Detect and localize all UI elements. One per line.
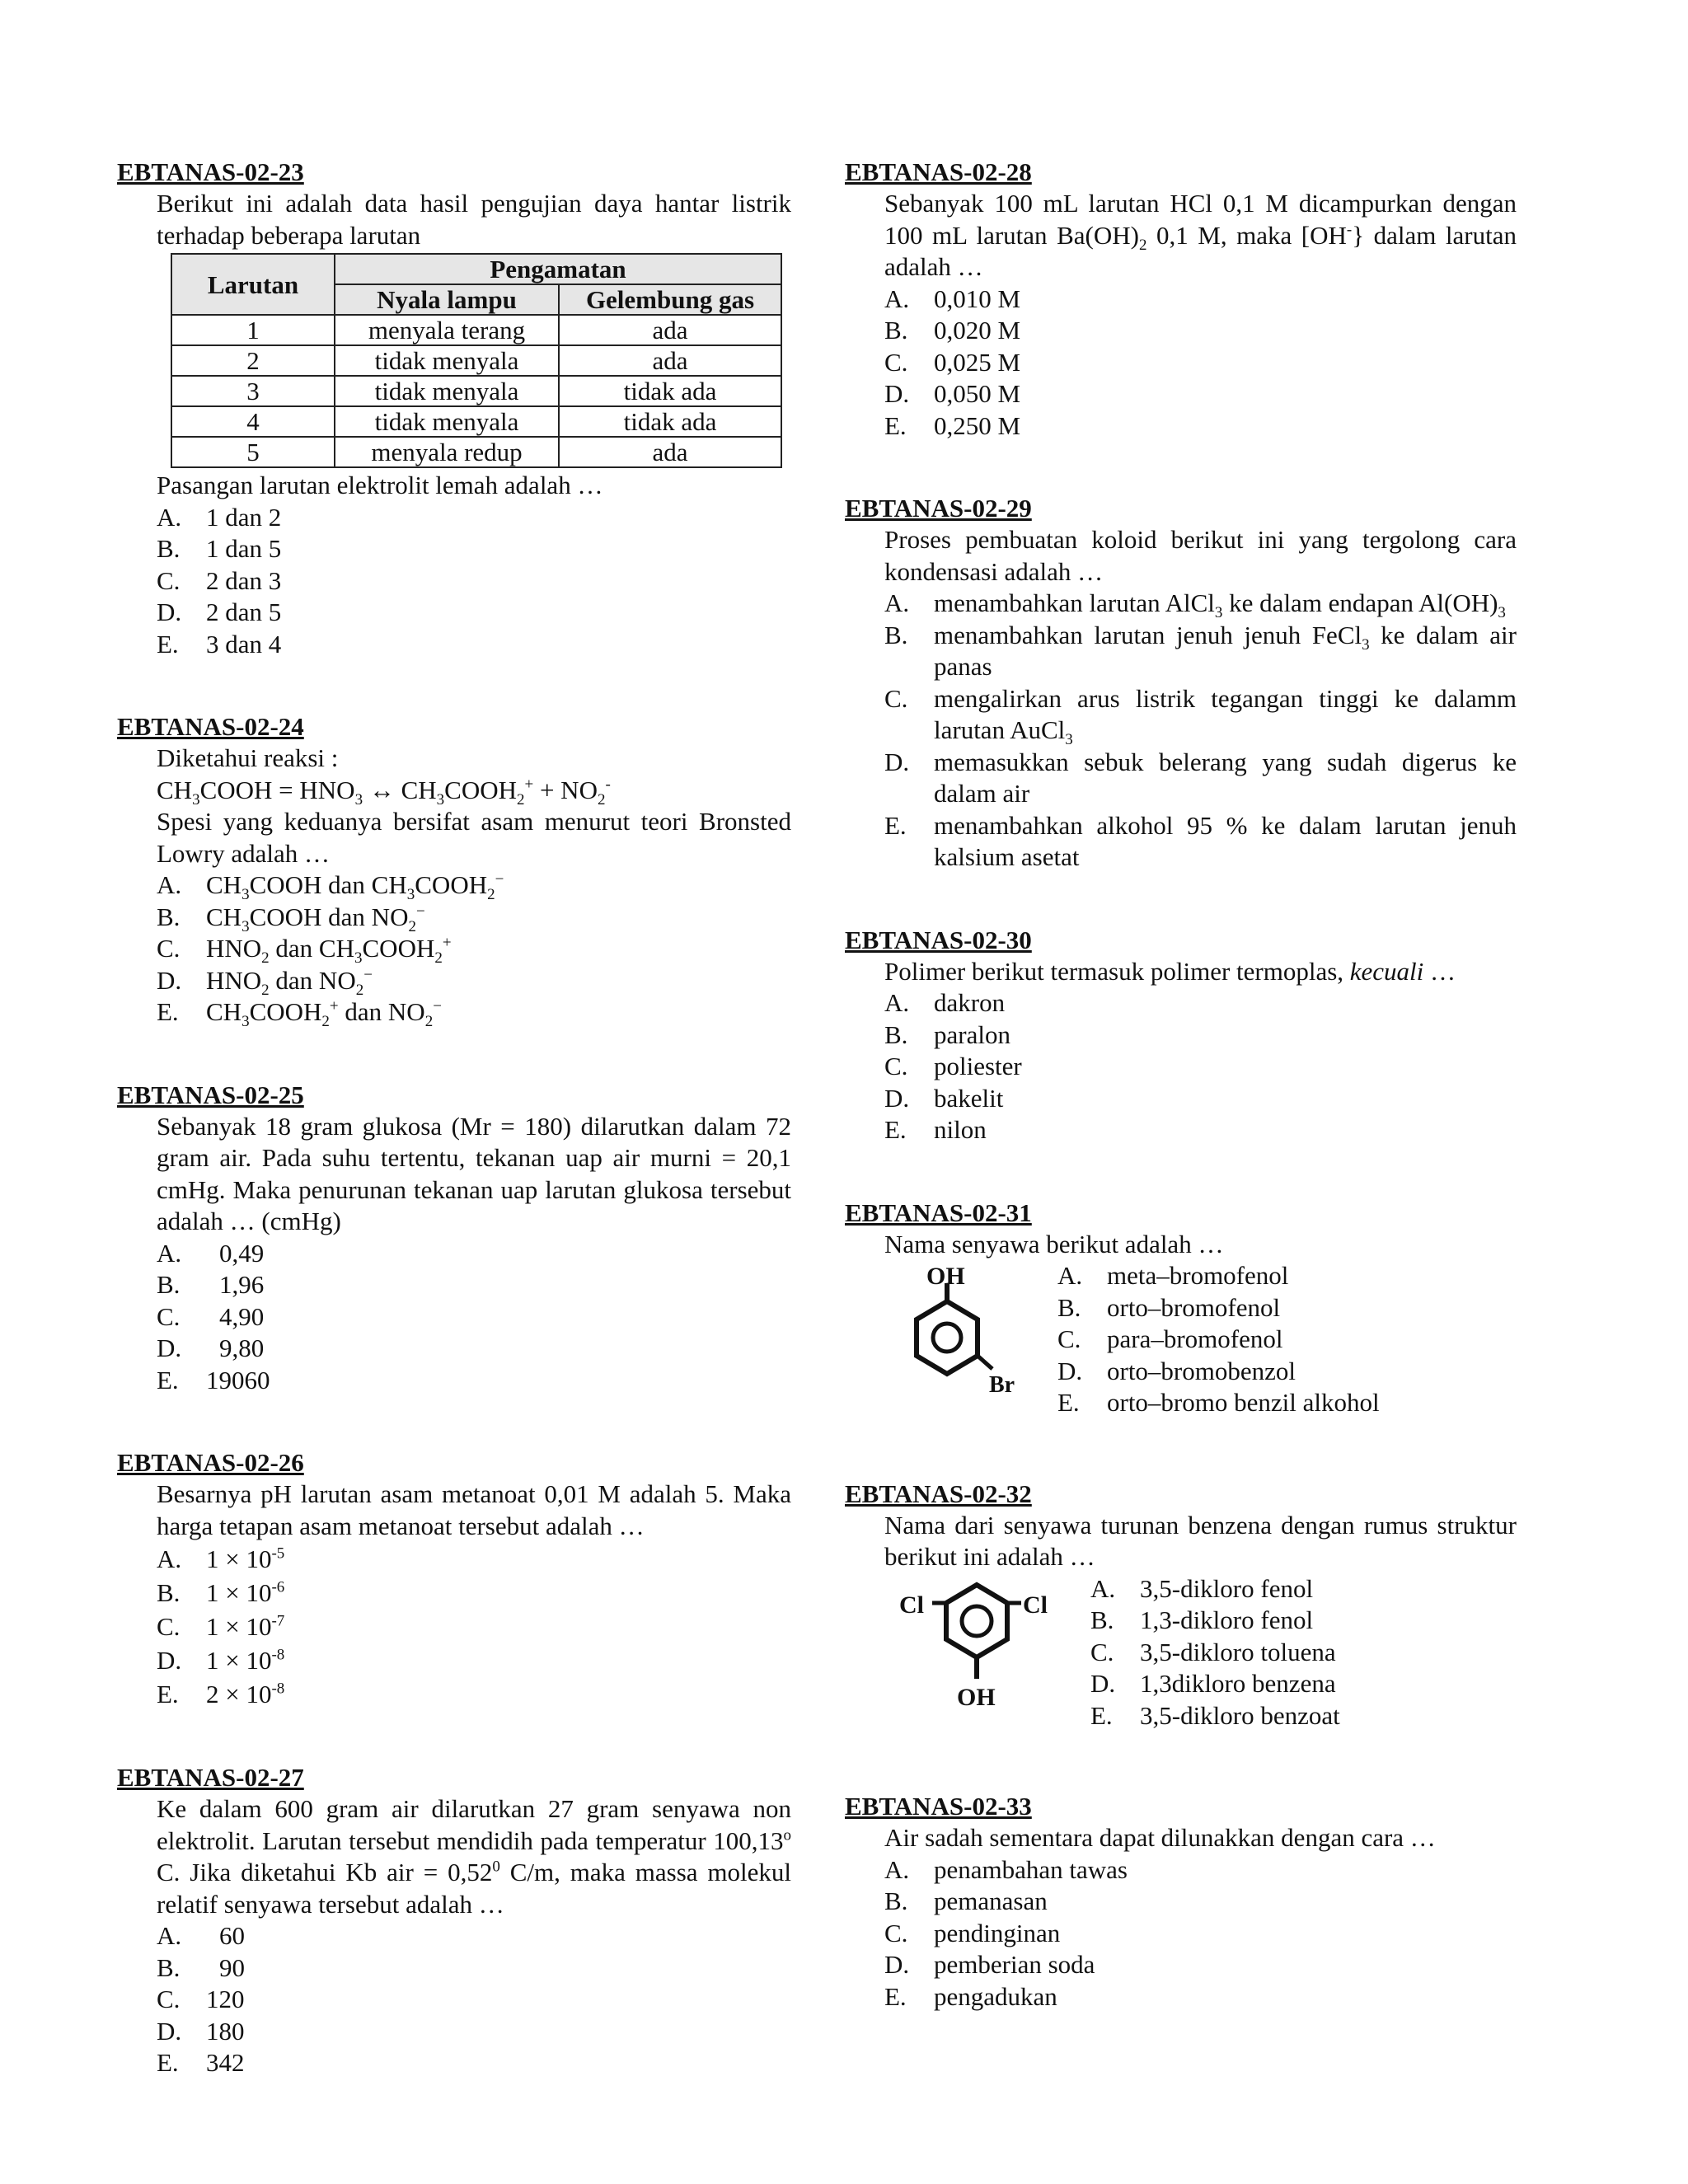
question-24 bbox=[117, 711, 791, 1029]
option-d[interactable]: D. 180 bbox=[157, 2016, 245, 2046]
bromophenol-structure bbox=[884, 1260, 1057, 1418]
options-list bbox=[157, 869, 791, 1029]
table-cell: tidak ada bbox=[559, 376, 781, 406]
option-c[interactable]: C. 4,90 bbox=[157, 1301, 265, 1331]
question-title: EBTANAS-02-30 bbox=[845, 925, 1032, 954]
question-title: EBTANAS-02-28 bbox=[845, 157, 1032, 186]
option-a[interactable]: A. meta–bromofenol bbox=[1057, 1261, 1289, 1290]
option-a[interactable]: A. 1 dan 2 bbox=[157, 502, 282, 532]
question-stem: Sebanyak 18 gram glukosa (Mr = 180) dilarutkan dalam 72 gram air. Pada suhu tertentu, tekanan uap air murni = 20,1 cmHg. Maka penurunan tekanan uap larutan glukosa tersebut adalah … (cmHg) bbox=[157, 1111, 791, 1235]
option-c[interactable]: C. pendinginan bbox=[884, 1918, 1061, 1947]
table-cell: ada bbox=[559, 315, 781, 345]
option-e[interactable]: E. $2 \times 10^{-8}$ bbox=[157, 1680, 285, 1708]
option-a[interactable]: A. 60 bbox=[157, 1921, 245, 1950]
question-stem: Sebanyak 100 mL larutan HCl 0,1 M dicampurkan dengan 100 mL larutan $Ba(OH)_2$ 0,1 M, maka [OH-} dalam larutan adalah … bbox=[884, 189, 1517, 281]
option-b[interactable]: B. 1,96 bbox=[157, 1270, 265, 1299]
option-a[interactable]: A. $1 \times 10^{-5}$ bbox=[157, 1544, 285, 1573]
table-cell: menyala terang bbox=[335, 315, 559, 345]
question-title: EBTANAS-02-33 bbox=[845, 1792, 1032, 1821]
table-cell: 1 bbox=[171, 315, 335, 345]
question-30 bbox=[845, 925, 1517, 1146]
table-cell: tidak menyala bbox=[335, 376, 559, 406]
question-stem: Nama dari senyawa turunan benzena dengan rumus struktur berikut ini adalah … bbox=[884, 1510, 1517, 1571]
option-c[interactable]: C. $HNO_2$ dan $CH_3COOH_2^+$ bbox=[157, 934, 452, 968]
oh-label: OH bbox=[957, 1683, 996, 1711]
option-a[interactable]: A. 0,49 bbox=[157, 1238, 265, 1268]
options-list bbox=[884, 284, 1517, 443]
question-title: EBTANAS-02-23 bbox=[117, 157, 304, 186]
table-cell: tidak menyala bbox=[335, 345, 559, 376]
question-27 bbox=[117, 1762, 791, 2079]
question-prompt: Pasangan larutan elektrolit lemah adalah … bbox=[157, 471, 603, 499]
options-list bbox=[157, 1920, 791, 2079]
table-header-larutan: Larutan bbox=[171, 254, 335, 315]
option-b[interactable]: B. pemanasan bbox=[884, 1886, 1048, 1915]
option-d[interactable]: D. orto–bromobenzol bbox=[1057, 1356, 1296, 1385]
question-title: EBTANAS-02-31 bbox=[845, 1197, 1032, 1227]
question-title: EBTANAS-02-27 bbox=[117, 1763, 304, 1792]
question-33 bbox=[845, 1791, 1517, 2013]
question-23 bbox=[117, 157, 791, 660]
question-stem: Besarnya pH larutan asam metanoat 0,01 M adalah 5. Maka harga tetapan asam metanoat tersebut adalah … bbox=[157, 1479, 791, 1540]
option-b[interactable]: B. paralon bbox=[884, 1019, 1010, 1049]
left-column bbox=[117, 157, 791, 2130]
question-31 bbox=[845, 1197, 1517, 1419]
observation-table bbox=[171, 253, 782, 468]
option-a[interactable]: A. 0,010 M bbox=[884, 284, 1021, 313]
table-cell: ada bbox=[559, 345, 781, 376]
question-stem: Nama senyawa berikut adalah … bbox=[884, 1229, 1224, 1258]
table-cell: ada bbox=[559, 437, 781, 467]
table-header-gelembung: Gelembung gas bbox=[559, 284, 781, 315]
table-header-nyala: Nyala lampu bbox=[335, 284, 559, 315]
option-a[interactable]: A. $CH_3COOH$ dan $CH_3COOH_2^-$ bbox=[157, 870, 504, 904]
options-list bbox=[1090, 1573, 1340, 1732]
option-a[interactable]: A. penambahan tawas bbox=[884, 1854, 1128, 1884]
option-a[interactable]: A. menambahkan larutan AlCl$_3$ ke dalam endapan $Al(OH)_3$ bbox=[884, 588, 1506, 622]
option-d[interactable]: D. 9,80 bbox=[157, 1333, 265, 1362]
option-e[interactable]: E. 3 dan 4 bbox=[157, 629, 282, 658]
table-row bbox=[171, 376, 781, 406]
option-c[interactable]: C. $1 \times 10^{-7}$ bbox=[157, 1612, 285, 1641]
option-e[interactable]: E. 3,5-dikloro benzoat bbox=[1090, 1700, 1340, 1730]
table-row bbox=[171, 437, 781, 467]
question-title: EBTANAS-02-24 bbox=[117, 712, 304, 741]
option-e[interactable]: E. nilon bbox=[884, 1115, 987, 1144]
table-cell: 4 bbox=[171, 406, 335, 437]
question-stem: Berikut ini adalah data hasil pengujian daya hantar listrik terhadap beberapa larutan bbox=[157, 189, 791, 250]
question-25 bbox=[117, 1080, 791, 1397]
question-32 bbox=[845, 1479, 1517, 1732]
option-e[interactable]: E. pengadukan bbox=[884, 1981, 1057, 2011]
option-a[interactable]: A. dakron bbox=[884, 988, 1006, 1017]
option-d[interactable]: D. $1 \times 10^{-8}$ bbox=[157, 1646, 285, 1675]
question-stem: Polimer berikut termasuk polimer termoplas, kecuali … bbox=[884, 956, 1456, 986]
option-b[interactable]: B. 1,3-dikloro fenol bbox=[1090, 1605, 1314, 1634]
option-b[interactable]: B. $1 \times 10^{-6}$ bbox=[157, 1578, 285, 1607]
table-cell: tidak menyala bbox=[335, 406, 559, 437]
option-b[interactable]: B. 90 bbox=[157, 1952, 245, 1982]
question-stem: Proses pembuatan koloid berikut ini yang tergolong cara kondensasi adalah … bbox=[884, 525, 1517, 586]
question-title: EBTANAS-02-25 bbox=[117, 1080, 304, 1109]
options-list bbox=[157, 1238, 791, 1397]
question-28 bbox=[845, 157, 1517, 442]
options-list bbox=[157, 1542, 791, 1711]
option-d[interactable]: D. 1,3dikloro benzena bbox=[1090, 1669, 1336, 1698]
reaction-equation: $CH_3COOH = HNO_3$ ↔ $CH_3COOH_2^+ + NO_2^-$ bbox=[157, 775, 611, 808]
option-e[interactable]: E. 19060 bbox=[157, 1365, 270, 1394]
option-c[interactable]: C. para–bromofenol bbox=[1057, 1324, 1283, 1353]
dichlorophenol-structure bbox=[884, 1573, 1090, 1732]
question-26 bbox=[117, 1447, 791, 1711]
structure-row bbox=[884, 1573, 1517, 1732]
option-c[interactable]: C. 2 dan 3 bbox=[157, 565, 282, 595]
option-b[interactable]: B. $CH_3COOH$ dan $NO_2^-$ bbox=[157, 902, 425, 935]
option-a[interactable]: A. 3,5-dikloro fenol bbox=[1090, 1573, 1314, 1603]
option-b[interactable]: B. 1 dan 5 bbox=[157, 534, 282, 563]
question-stem: Air sadah sementara dapat dilunakkan dengan cara … bbox=[884, 1823, 1436, 1852]
option-b[interactable]: B. orto–bromofenol bbox=[1057, 1292, 1281, 1322]
question-title: EBTANAS-02-26 bbox=[117, 1448, 304, 1477]
options-list bbox=[884, 1854, 1517, 2013]
cl-left-label: Cl bbox=[899, 1591, 924, 1619]
option-d[interactable]: D. memasukkan sebuk belerang yang sudah digerus ke dalam air bbox=[884, 747, 1517, 808]
options-list bbox=[157, 502, 791, 661]
option-d[interactable]: D. pemberian soda bbox=[884, 1950, 1095, 1979]
option-e[interactable]: E. 342 bbox=[157, 2048, 245, 2077]
question-title: EBTANAS-02-32 bbox=[845, 1479, 1032, 1508]
question-stem: Ke dalam 600 gram air dilarutkan 27 gram senyawa non elektrolit. Larutan tersebut mendidih pada temperatur 100,13$^o$ C. Jika diketahui Kb air = $0,52^0$ C/m, maka massa molekul relatif senyawa tersebut adalah … bbox=[157, 1794, 791, 1919]
option-e[interactable]: E. orto–bromo benzil alkohol bbox=[1057, 1388, 1380, 1417]
table-row bbox=[171, 345, 781, 376]
question-prompt: Spesi yang keduanya bersifat asam menurut teori Bronsted Lowry adalah … bbox=[157, 807, 791, 868]
br-label: Br bbox=[989, 1372, 1015, 1398]
question-title: EBTANAS-02-29 bbox=[845, 494, 1032, 523]
table-cell: 3 bbox=[171, 376, 335, 406]
option-d[interactable]: D. 2 dan 5 bbox=[157, 598, 282, 626]
options-list bbox=[884, 987, 1517, 1146]
table-row bbox=[171, 315, 781, 345]
question-stem: Diketahui reaksi : bbox=[157, 743, 339, 772]
option-e[interactable]: E. $CH_3COOH_2^+$ dan $NO_2^-$ bbox=[157, 997, 442, 1031]
table-header-pengamatan: Pengamatan bbox=[335, 254, 781, 284]
option-c[interactable]: C. 120 bbox=[157, 1985, 245, 2013]
table-row bbox=[171, 406, 781, 437]
options-list bbox=[884, 588, 1517, 874]
option-c[interactable]: C. poliester bbox=[884, 1052, 1022, 1080]
option-b[interactable]: B. 0,020 M bbox=[884, 316, 1021, 344]
cl-right-label: Cl bbox=[1023, 1591, 1048, 1619]
option-e[interactable]: E. 0,250 M bbox=[884, 410, 1021, 440]
structure-row bbox=[884, 1260, 1517, 1419]
table-cell: menyala redup bbox=[335, 437, 559, 467]
option-e[interactable]: E. menambahkan alkohol 95 % ke dalam larutan jenuh kalsium asetat bbox=[884, 810, 1517, 871]
table-cell: 2 bbox=[171, 345, 335, 376]
question-29 bbox=[845, 493, 1517, 874]
option-d[interactable]: D. bakelit bbox=[884, 1083, 1004, 1113]
table-header-row bbox=[171, 254, 781, 284]
option-b[interactable]: B. menambahkan larutan jenuh jenuh FeCl$_3$ ke dalam air panas bbox=[884, 620, 1517, 681]
option-d[interactable]: D. $HNO_2$ dan $NO_2^-$ bbox=[157, 965, 373, 999]
table-cell: 5 bbox=[171, 437, 335, 467]
option-c[interactable]: C. 0,025 M bbox=[884, 347, 1021, 377]
right-column bbox=[845, 157, 1517, 2064]
option-c[interactable]: C. 3,5-dikloro toluena bbox=[1090, 1637, 1336, 1666]
oh-label: OH bbox=[926, 1263, 965, 1290]
options-list bbox=[1057, 1260, 1380, 1419]
option-c[interactable]: C. mengalirkan arus listrik tegangan tinggi ke dalamm larutan AuCl$_3$ bbox=[884, 683, 1517, 749]
table-cell: tidak ada bbox=[559, 406, 781, 437]
option-d[interactable]: D. 0,050 M bbox=[884, 379, 1021, 408]
